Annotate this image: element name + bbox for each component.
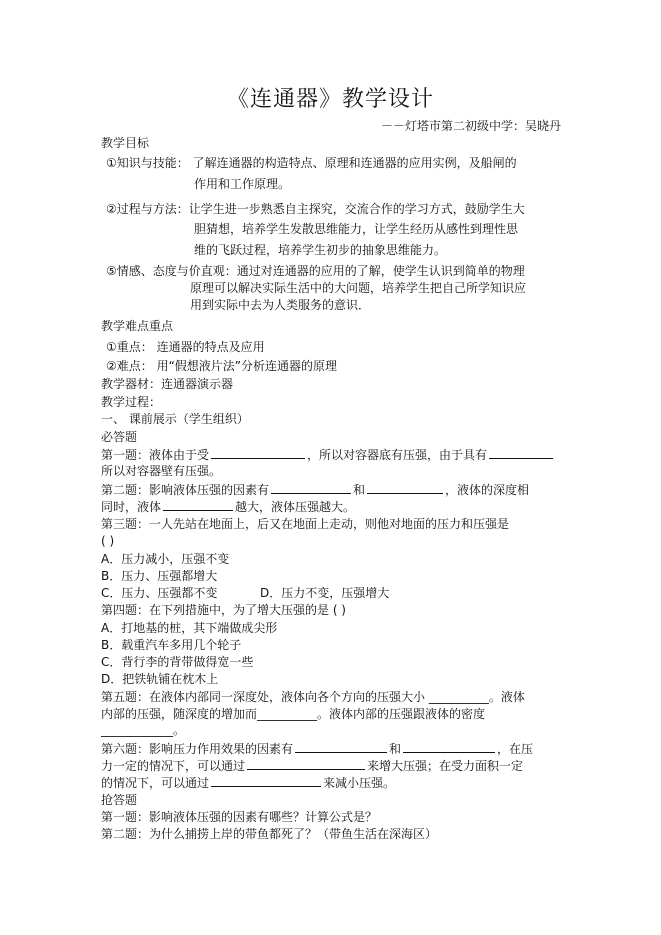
goal-knowledge-line-2: 作用和工作原理。 bbox=[194, 177, 291, 191]
grab-question-1: 第一题：影响液体压强的因素有哪些？计算公式是？ bbox=[101, 810, 378, 824]
answer-blank[interactable]: __________ bbox=[257, 707, 318, 721]
answer-blank[interactable] bbox=[271, 481, 351, 494]
section-one-heading: 一、 课前展示（学生组织） bbox=[101, 412, 249, 426]
difficulty-heading: 教学难点重点 bbox=[101, 319, 174, 333]
goal-process-line-1: ②过程与方法：让学生进一步熟悉自主探究，交流合作的学习方式，鼓励学生大 bbox=[106, 202, 525, 216]
question-2-line-1: 第二题：影响液体压强的因素有 和 ，液体的深度相 bbox=[101, 483, 530, 497]
question-3-option-d: D．压力不变，压强增大 bbox=[260, 586, 390, 600]
answer-blank[interactable] bbox=[163, 498, 233, 511]
answer-blank[interactable]: ____________ bbox=[101, 723, 173, 737]
question-3-paren: ( ) bbox=[101, 534, 115, 548]
question-6-line-1: 第六题：影响压力作用效果的因素有 和 ，在压 bbox=[101, 742, 534, 756]
goal-attitude-line-1: ⑤情感、态度与价直观：通过对连通器的应用的了解，使学生认识到简单的物理 bbox=[106, 264, 525, 278]
question-5-line-1: 第五题：在液体内部同一深度处，液体向各个方向的压强大小 __________。液体 bbox=[101, 690, 525, 704]
required-heading: 必答题 bbox=[101, 430, 138, 444]
answer-blank[interactable] bbox=[247, 757, 365, 770]
goals-heading: 教学目标 bbox=[101, 136, 150, 150]
goal-process-line-3: 维的飞跃过程，培养学生初步的抽象思维能力。 bbox=[194, 243, 447, 257]
question-1-line-1: 第一题：液体由于受 ，所以对容器底有压强，由于具有 bbox=[101, 446, 555, 464]
question-4-option-b: B．载重汽车多用几个轮子 bbox=[101, 638, 242, 652]
goal-attitude-line-3: 用到实际中去为人类服务的意识． bbox=[190, 298, 371, 312]
question-4-stem: 第四题：在下列措施中，为了增大压强的是 ( ) bbox=[101, 603, 346, 617]
answer-blank[interactable] bbox=[367, 481, 443, 494]
question-3-option-b: B．压力、压强都增大 bbox=[101, 569, 218, 583]
question-3-stem: 第三题：一人先站在地面上，后又在地面上走动，则他对地面的压力和压强是 bbox=[101, 517, 510, 531]
equipment-line: 教学器材：连通器演示器 bbox=[101, 377, 234, 391]
answer-blank[interactable] bbox=[295, 740, 387, 753]
goal-process-line-2: 胆猜想，培养学生发散思维能力，让学生经历从感性到理性思 bbox=[194, 222, 519, 236]
answer-blank[interactable] bbox=[489, 446, 553, 459]
key-point: ①重点： 连通器的特点及应用 bbox=[106, 340, 265, 354]
question-5-line-2: 内部的压强，随深度的增加而__________。液体内部的压强跟液体的密度 bbox=[101, 707, 486, 721]
question-1-line-2: 所以对容器壁有压强。 bbox=[101, 464, 222, 478]
answer-blank[interactable]: __________ bbox=[428, 690, 489, 704]
question-3-option-a: A．压力减小，压强不变 bbox=[101, 552, 230, 566]
question-4-option-d: D．把铁轨铺在枕木上 bbox=[101, 672, 219, 686]
question-4-option-a: A．打地基的桩，其下端做成尖形 bbox=[101, 621, 278, 635]
goal-knowledge-line-1: ①知识与技能： 了解连通器的构造特点、原理和连通器的应用实例，及船闸的 bbox=[106, 156, 517, 170]
question-6-line-2: 力一定的情况下，可以通过 来增大压强；在受力面积一定 bbox=[101, 759, 524, 773]
difficult-point: ②难点： 用“假想液片法”分析连通器的原理 bbox=[106, 359, 338, 373]
grab-question-2: 第二题：为什么捕捞上岸的带鱼都死了？（带鱼生活在深海区） bbox=[101, 827, 438, 841]
goal-attitude-line-2: 原理可以解决实际生活中的大问题，培养学生把自己所学知识应 bbox=[190, 281, 527, 295]
answer-blank[interactable] bbox=[403, 740, 495, 753]
process-heading: 教学过程： bbox=[101, 395, 162, 409]
answer-blank[interactable] bbox=[211, 446, 305, 459]
question-3-option-c: C．压力、压强都不变 bbox=[101, 586, 218, 600]
grab-heading: 抢答题 bbox=[101, 793, 138, 807]
question-6-line-3: 的情况下，可以通过 来减小压强。 bbox=[101, 776, 396, 790]
answer-blank[interactable] bbox=[211, 774, 321, 787]
question-5-line-3: ____________。 bbox=[101, 723, 186, 737]
question-4-option-c: C．背行李的背带做得宽一些 bbox=[101, 655, 254, 669]
document-title: 《连通器》教学设计 bbox=[226, 87, 434, 112]
author-line: －－灯塔市第二初级中学：吴晓丹 bbox=[380, 119, 561, 133]
question-2-line-2: 同时，液体 越大，液体压强越大。 bbox=[101, 500, 356, 514]
